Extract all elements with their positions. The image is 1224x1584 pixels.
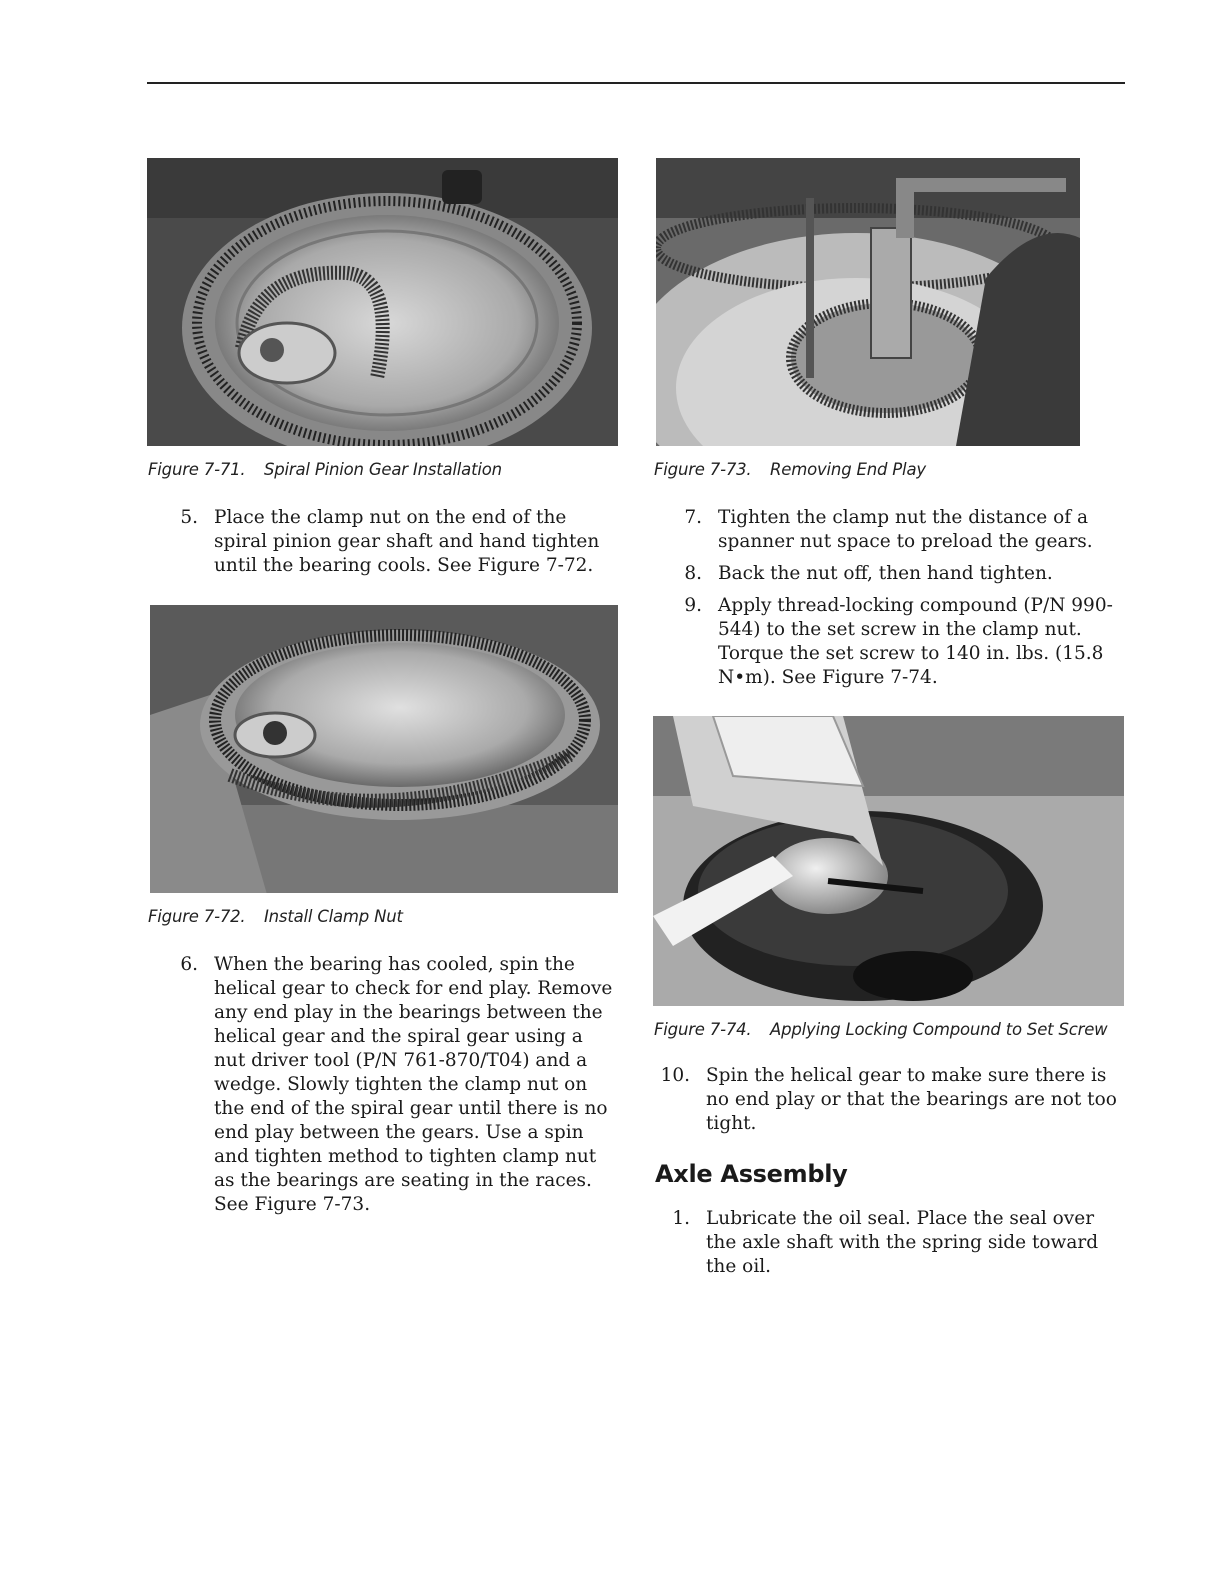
figure-title: Applying Locking Compound to Set Screw (770, 1020, 1108, 1039)
step-text: Place the clamp nut on the end of the spiral pinion gear shaft and hand tighten until the bearing cools. See Figure 7-72. (214, 507, 600, 576)
step-number: 1. (672, 1208, 690, 1229)
figure-7-74-caption (654, 1020, 1107, 1039)
step-number: 8. (684, 563, 702, 584)
list-item (666, 562, 1116, 586)
list-item (654, 1207, 1120, 1279)
figure-7-73-photo (656, 158, 1080, 446)
step-number: 6. (180, 954, 198, 975)
figure-number: Figure 7-73. (654, 460, 752, 479)
section-heading: Axle Assembly (655, 1160, 848, 1188)
figure-number: Figure 7-72. (148, 907, 246, 926)
step-text: Back the nut off, then hand tighten. (718, 563, 1053, 584)
header-rule (147, 82, 1125, 84)
figure-7-73-caption (654, 460, 926, 479)
figure-title: Install Clamp Nut (264, 907, 403, 926)
list-item (654, 1064, 1120, 1136)
figure-title: Removing End Play (770, 460, 926, 479)
steps-list-axle (654, 1207, 1120, 1287)
step-text: Tighten the clamp nut the distance of a spanner nut space to preload the gears. (718, 507, 1093, 552)
step-number: 9. (684, 595, 702, 616)
steps-list-left-top (162, 506, 612, 586)
figure-title: Spiral Pinion Gear Installation (264, 460, 502, 479)
figure-7-72-caption (148, 907, 403, 926)
figure-7-72-photo (150, 605, 618, 893)
step-text: Apply thread-locking compound (P/N 990-544) to the set screw in the clamp nut. Torque the set screw to 140 in. lbs. (15.8 N•m). See Figure 7-74. (718, 595, 1113, 688)
step-number: 7. (684, 507, 702, 528)
steps-list-left-bottom (162, 953, 618, 1225)
step-number: 5. (180, 507, 198, 528)
steps-list-right-top (666, 506, 1116, 698)
list-item (162, 953, 618, 1217)
step-number: 10. (660, 1065, 690, 1086)
list-item (666, 594, 1116, 690)
step-text: When the bearing has cooled, spin the helical gear to check for end play. Remove any end play in the bearings between the helical gear and the spiral gear using a nut driver tool (P/N 761-870/T04) and a wedge. Slowly tighten the clamp nut on the end of the spiral gear until there is no end play between the gears. Use a spin and tighten method to tighten clamp nut as the bearings are seating in the races. See Figure 7-73. (214, 954, 613, 1215)
figure-7-71-caption (148, 460, 502, 479)
step-text: Lubricate the oil seal. Place the seal over the axle shaft with the spring side toward the oil. (706, 1208, 1099, 1277)
figure-number: Figure 7-71. (148, 460, 246, 479)
step-text: Spin the helical gear to make sure there is no end play or that the bearings are not too tight. (706, 1065, 1117, 1134)
figure-number: Figure 7-74. (654, 1020, 752, 1039)
list-item (666, 506, 1116, 554)
list-item (162, 506, 612, 578)
figure-7-71-photo (147, 158, 618, 446)
figure-7-74-photo (653, 716, 1124, 1006)
steps-list-right-middle (654, 1064, 1120, 1144)
